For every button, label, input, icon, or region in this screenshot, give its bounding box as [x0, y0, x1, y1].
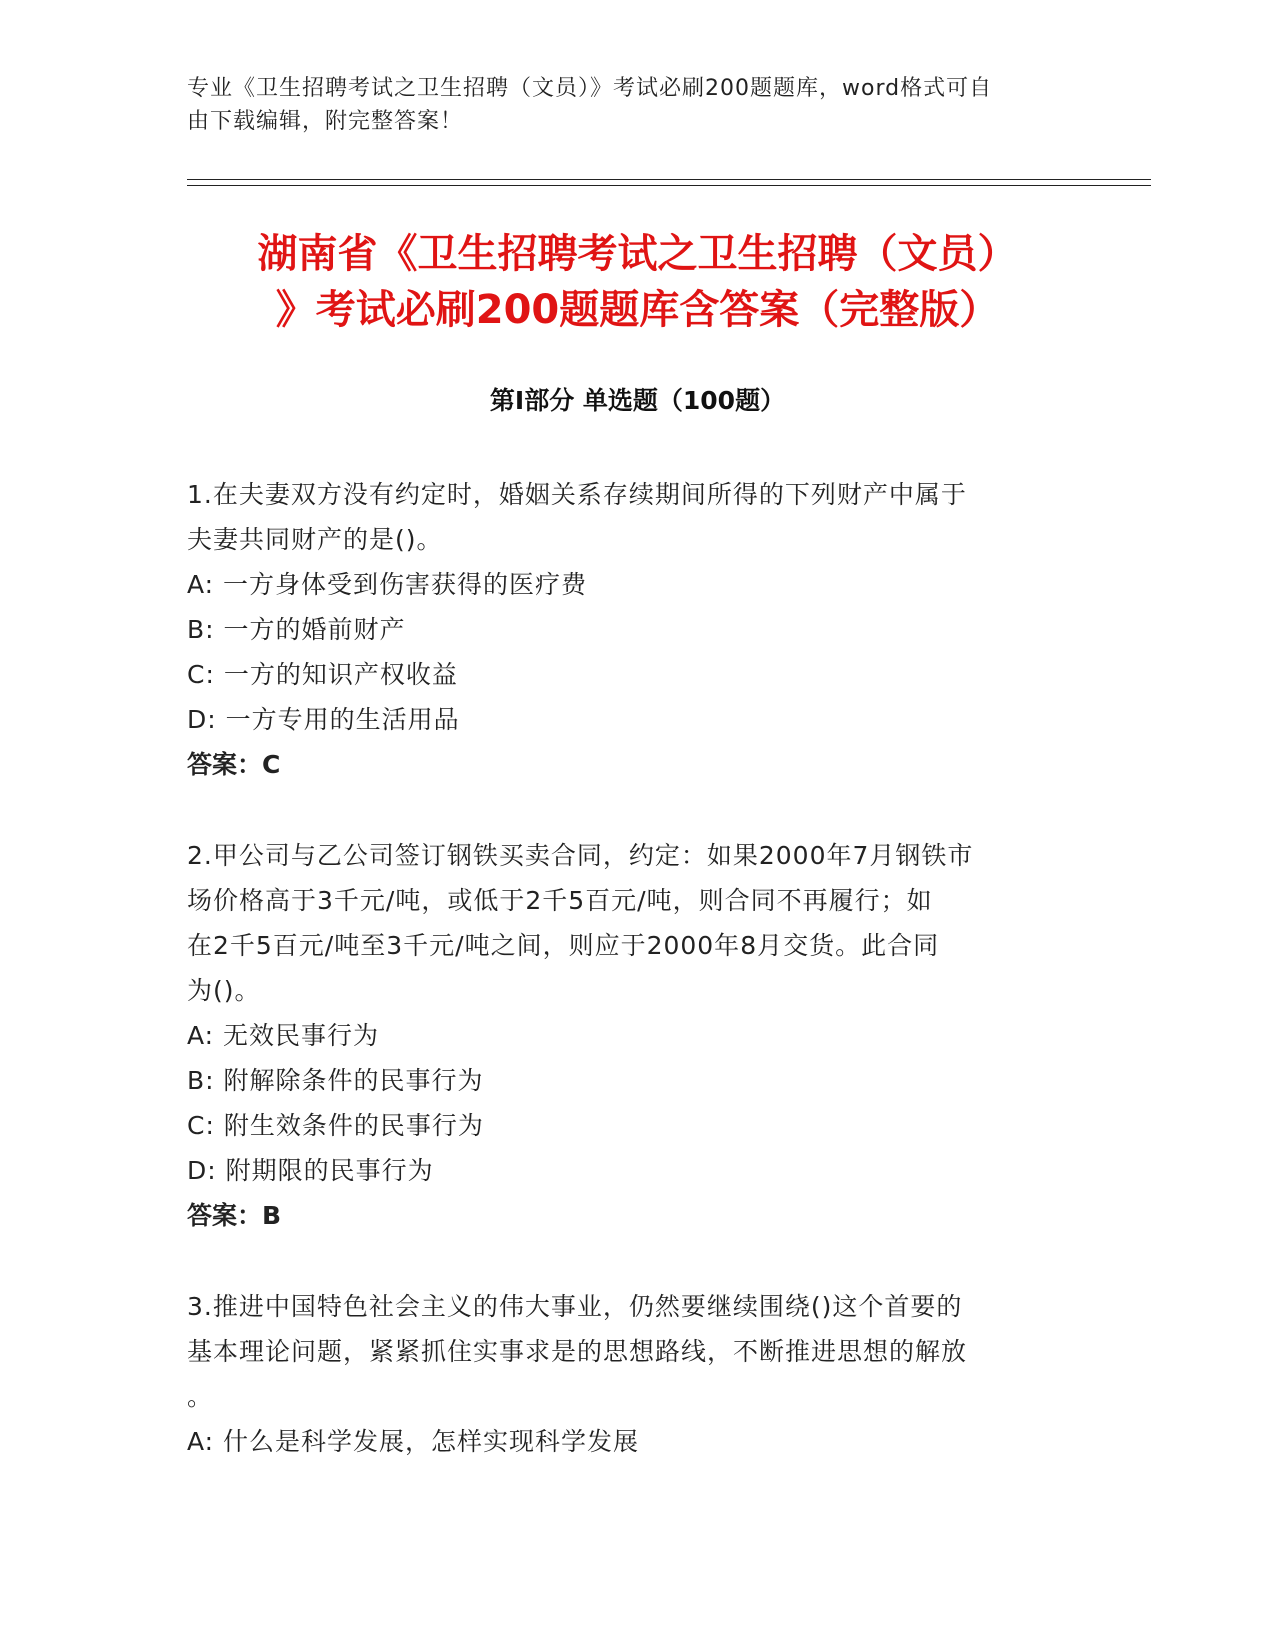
header-divider-bottom — [187, 185, 1151, 186]
document-title-line-2: 》考试必刷200题题库含答案（完整版） — [275, 287, 1000, 333]
question-list — [187, 472, 1067, 1464]
question-3-stem-line-1: 3.推进中国特色社会主义的伟大事业，仍然要继续围绕()这个首要的 — [187, 1292, 963, 1321]
question-2-stem-line-2: 场价格高于3千元/吨，或低于2千5百元/吨，则合同不再履行；如 — [187, 886, 933, 915]
question-2-option-d: D: 附期限的民事行为 — [187, 1156, 434, 1185]
question-3-stem-line-3: 。 — [187, 1382, 214, 1411]
question-2-option-b: B: 附解除条件的民事行为 — [187, 1066, 484, 1095]
question-3-stem-line-2: 基本理论问题，紧紧抓住实事求是的思想路线，不断推进思想的解放 — [187, 1337, 968, 1366]
question-2-option-a: A: 无效民事行为 — [187, 1021, 380, 1050]
header-note — [187, 72, 1067, 138]
header-note-line-2: 由下载编辑，附完整答案！ — [187, 109, 464, 134]
question-2-option-c: C: 附生效条件的民事行为 — [187, 1111, 484, 1140]
question-spacer — [187, 1238, 1067, 1284]
section-heading: 第I部分 单选题（100题） — [489, 386, 786, 415]
question-3-option-a: A: 什么是科学发展，怎样实现科学发展 — [187, 1427, 640, 1456]
header-note-line-1: 专业《卫生招聘考试之卫生招聘（文员）》考试必刷200题题库，word格式可自 — [187, 76, 993, 101]
question-1-stem-line-2: 夫妻共同财产的是()。 — [187, 525, 443, 554]
document-title-line-1: 湖南省《卫生招聘考试之卫生招聘（文员） — [257, 231, 1018, 277]
question-1-option-b: B: 一方的婚前财产 — [187, 615, 406, 644]
question-2 — [187, 833, 1067, 1238]
question-2-stem-line-4: 为()。 — [187, 976, 261, 1005]
header-divider-top — [187, 179, 1151, 180]
question-1-option-a: A: 一方身体受到伤害获得的医疗费 — [187, 570, 588, 599]
question-1-stem-line-1: 1.在夫妻双方没有约定时，婚姻关系存续期间所得的下列财产中属于 — [187, 480, 967, 509]
question-spacer — [187, 787, 1067, 833]
document-title — [180, 226, 1095, 338]
question-1 — [187, 472, 1067, 787]
question-1-option-d: D: 一方专用的生活用品 — [187, 705, 460, 734]
question-2-stem-line-3: 在2千5百元/吨至3千元/吨之间，则应于2000年8月交货。此合同 — [187, 931, 940, 960]
question-3 — [187, 1284, 1067, 1464]
question-2-stem-line-1: 2.甲公司与乙公司签订钢铁买卖合同，约定：如果2000年7月钢铁市 — [187, 841, 974, 870]
question-2-answer: 答案：B — [187, 1201, 282, 1230]
question-1-option-c: C: 一方的知识产权收益 — [187, 660, 458, 689]
question-1-answer: 答案：C — [187, 750, 281, 779]
